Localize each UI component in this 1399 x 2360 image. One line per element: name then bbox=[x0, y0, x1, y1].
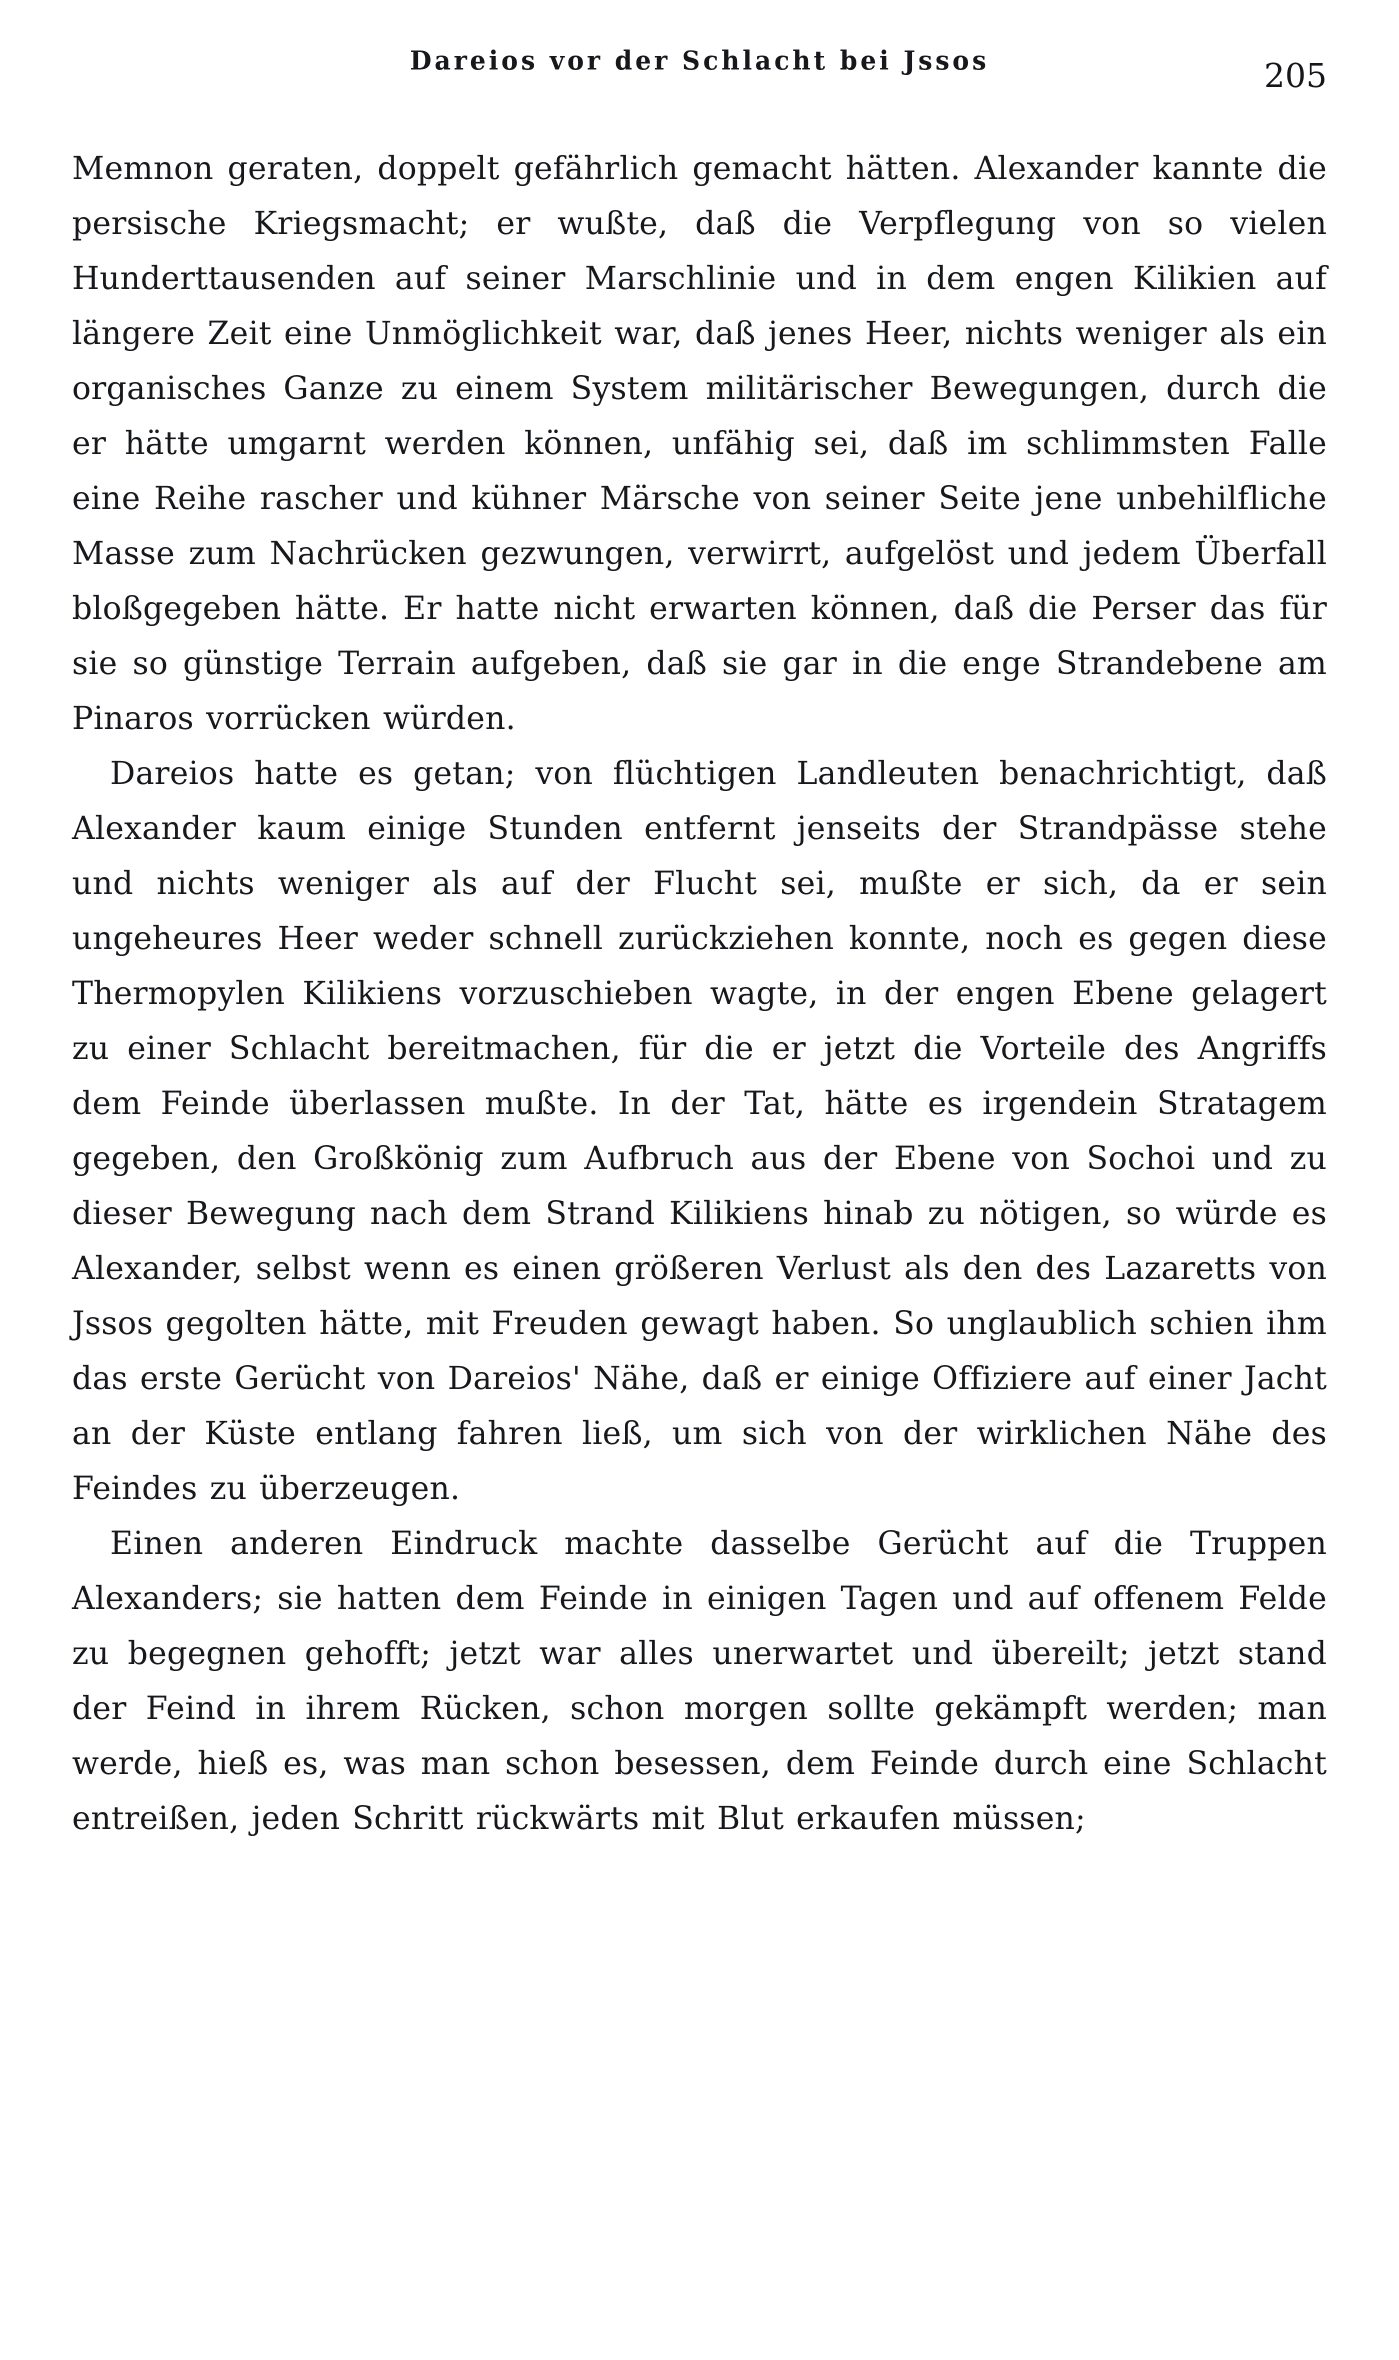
page-number: 205 bbox=[1264, 56, 1327, 95]
body-text bbox=[72, 142, 1327, 1847]
paragraph: Dareios hatte es getan; von flüchtigen Landleuten benachrichtigt, daß Alexander kaum einige Stunden entfernt jenseits der Strandpässe stehe und nichts weniger als auf der Flucht sei, mußte er sich, da er sein ungeheures Heer weder schnell zurückziehen konnte, noch es gegen diese Thermopylen Kilikiens vorzuschieben wagte, in der engen Ebene gelagert zu einer Schlacht bereitmachen, für die er jetzt die Vorteile des Angriffs dem Feinde überlassen mußte. In der Tat, hätte es irgendein Stratagem gegeben, den Großkönig zum Aufbruch aus der Ebene von Sochoi und zu dieser Bewegung nach dem Strand Kilikiens hinab zu nötigen, so würde es Alexander, selbst wenn es einen größeren Verlust als den des Lazaretts von Jssos gegolten hätte, mit Freuden gewagt haben. So unglaublich schien ihm das erste Gerücht von Dareios' Nähe, daß er einige Offiziere auf einer Jacht an der Küste entlang fahren ließ, um sich von der wirklichen Nähe des Feindes zu überzeugen. bbox=[72, 756, 1327, 1507]
running-head bbox=[72, 46, 1327, 108]
running-head-title: Dareios vor der Schlacht bei Jssos bbox=[409, 45, 990, 76]
paragraph: Einen anderen Eindruck machte dasselbe Gerücht auf die Truppen Alexanders; sie hatten dem Feinde in einigen Tagen und auf offenem Felde zu begegnen gehofft; jetzt war alles unerwartet und übereilt; jetzt stand der Feind in ihrem Rücken, schon morgen sollte gekämpft werden; man werde, hieß es, was man schon besessen, dem Feinde durch eine Schlacht entreißen, jeden Schritt rückwärts mit Blut erkaufen müssen; bbox=[72, 1526, 1327, 1837]
paragraph: Memnon geraten, doppelt gefährlich gemacht hätten. Alexander kannte die persische Kriegsmacht; er wußte, daß die Verpflegung von so vielen Hunderttausenden auf seiner Marschlinie und in dem engen Kilikien auf längere Zeit eine Unmöglichkeit war, daß jenes Heer, nichts weniger als ein organisches Ganze zu einem System militärischer Bewegungen, durch die er hätte umgarnt werden können, unfähig sei, daß im schlimmsten Falle eine Reihe rascher und kühner Märsche von seiner Seite jene unbehilfliche Masse zum Nachrücken gezwungen, verwirrt, aufgelöst und jedem Überfall bloßgegeben hätte. Er hatte nicht erwarten können, daß die Perser das für sie so günstige Terrain aufgeben, daß sie gar in die enge Strandebene am Pinaros vorrücken würden. bbox=[72, 151, 1327, 737]
